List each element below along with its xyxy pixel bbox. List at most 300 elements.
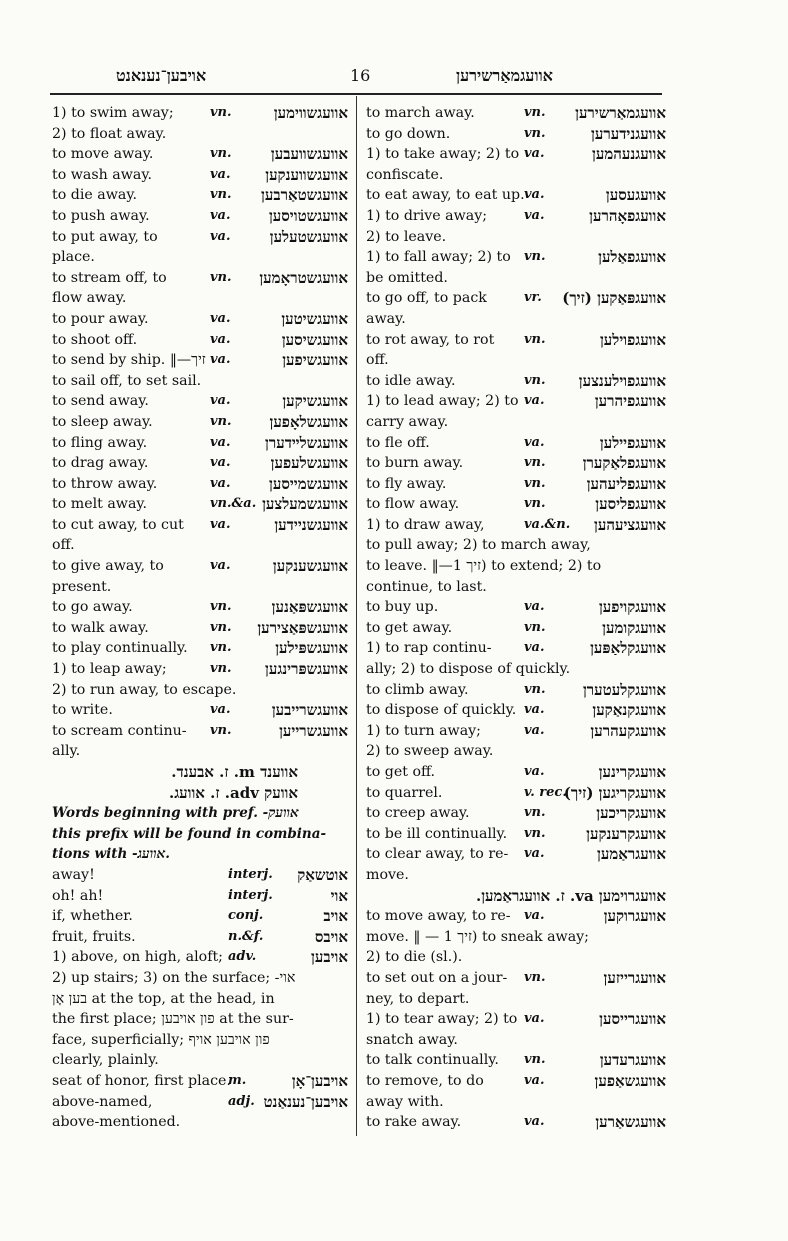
entry-english: to clear away, to re- — [366, 846, 509, 863]
entry-line — [52, 618, 348, 639]
entry-part-of-speech: va. — [210, 310, 231, 326]
entry-line — [52, 124, 348, 145]
entry-english: 2) to float away. — [52, 125, 167, 142]
right-column — [366, 103, 666, 1133]
entry-english: to climb away. — [366, 681, 469, 698]
entry-part-of-speech: vn. — [524, 969, 546, 985]
entry-english: to push away. — [52, 207, 150, 224]
entry-line — [366, 124, 666, 145]
usage-note-line — [52, 824, 348, 845]
entry-part-of-speech: vn. — [210, 619, 232, 635]
entry-english: to melt away. — [52, 496, 148, 513]
usage-note-line — [52, 844, 348, 865]
entry-line — [366, 453, 666, 474]
entry-part-of-speech: va. — [210, 393, 231, 409]
entry-yiddish-headword: אוועגשאַרען — [595, 1113, 666, 1132]
entry-line — [52, 330, 348, 351]
entry-yiddish-headword: אוועגשיסען — [281, 330, 348, 349]
entry-yiddish-headword: אוועגשלײדערן — [265, 433, 348, 452]
entry-english: to drag away. — [52, 455, 149, 472]
entry-english: to stream off, to — [52, 269, 167, 286]
entry-yiddish-headword: אוועגשלעפען — [270, 454, 348, 473]
entry-line — [366, 227, 666, 248]
entry-english: to shoot off. — [52, 331, 138, 348]
entry-part-of-speech: vn. — [524, 825, 546, 841]
entry-yiddish-headword: אוועגפלאַקערן — [582, 454, 666, 473]
entry-line — [52, 247, 348, 268]
entry-yiddish-headword: אוועגשטויסען — [268, 206, 348, 225]
entry-line — [52, 453, 348, 474]
entry-english: to play continually. — [52, 640, 188, 657]
entry-line — [366, 700, 666, 721]
entry-yiddish-headword: אוועגשרייבען — [271, 701, 348, 720]
header-left-word: אויבען־נענאנט — [116, 66, 207, 85]
entry-yiddish-headword: אוועגרעדען — [599, 1051, 666, 1070]
entry-yiddish-headword: אוועגשווימען — [273, 104, 348, 122]
entry-line — [366, 947, 666, 968]
entry-english: to move away. — [52, 146, 154, 163]
entry-yiddish-headword: אוועגשמעלצען — [262, 495, 348, 514]
entry-english: confiscate. — [366, 166, 444, 183]
left-column — [52, 103, 348, 1133]
entry-english: to remove, to do — [366, 1072, 484, 1089]
entry-english: move. — [366, 866, 409, 883]
entry-part-of-speech: va. — [524, 722, 545, 738]
entry-line — [366, 1009, 666, 1030]
entry-english: to die away. — [52, 187, 137, 204]
entry-english: off. — [366, 352, 389, 369]
entry-line — [366, 618, 666, 639]
entry-english: to creep away. — [366, 805, 470, 822]
running-header — [50, 66, 662, 88]
entry-english: 1) to draw away, — [366, 516, 485, 533]
entry-part-of-speech: adv. — [228, 949, 257, 965]
entry-line — [366, 350, 666, 371]
entry-yiddish-headword: אוועגשפּאַצירען — [257, 618, 348, 637]
entry-yiddish-headword: אוועגרייסען — [599, 1010, 666, 1029]
entry-line — [52, 989, 348, 1010]
entry-part-of-speech: va. — [524, 434, 545, 450]
entry-line — [52, 185, 348, 206]
entry-yiddish-headword: אוועגשטראָמען — [259, 268, 348, 287]
entry-line — [52, 886, 348, 907]
entry-yiddish-headword: אוועגציעהען — [594, 515, 666, 534]
entry-line — [52, 494, 348, 515]
entry-part-of-speech: va. — [210, 702, 231, 718]
entry-line — [366, 1050, 666, 1071]
entry-english: to pull away; 2) to march away, — [366, 537, 591, 554]
entry-line — [366, 886, 666, 907]
entry-yiddish-headword: אוועגקומען — [602, 618, 666, 637]
entry-line — [366, 371, 666, 392]
entry-english: 1) above, on high, aloft; — [52, 949, 223, 966]
entry-english: place. — [52, 249, 95, 266]
entry-english: to wash away. — [52, 166, 152, 183]
entry-part-of-speech: vn. — [210, 105, 232, 120]
entry-part-of-speech: vr. — [524, 290, 542, 306]
entry-part-of-speech: va. — [210, 475, 231, 491]
usage-note-text: Words beginning with pref. -אוועק — [52, 805, 299, 822]
entry-line — [52, 577, 348, 598]
entry-line — [366, 288, 666, 309]
entry-english: to fling away. — [52, 434, 148, 451]
entry-yiddish-headword: אוועגפאַלען — [598, 248, 666, 267]
entry-line — [366, 659, 666, 680]
entry-part-of-speech: vn. — [524, 455, 546, 471]
entry-english: 1) to drive away; — [366, 207, 488, 224]
entry-yiddish-headword: אוועגשיפען — [282, 351, 348, 370]
entry-english: to set out on a jour- — [366, 969, 508, 986]
entry-line — [366, 391, 666, 412]
entry-english: away. — [366, 310, 406, 327]
entry-yiddish-headword: אוועגקויפען — [598, 598, 666, 617]
entry-yiddish-headword: אוועגרוימען va. ז. אוועגראַמען. — [476, 886, 666, 905]
entry-english: to leave. ‖—זיך 1) to extend; 2) to — [366, 558, 602, 575]
entry-english: 2) to sweep away. — [366, 743, 494, 760]
entry-yiddish-headword: אוי — [330, 886, 348, 905]
entry-line — [52, 906, 348, 927]
column-divider — [356, 96, 357, 1136]
entry-part-of-speech: va. — [524, 146, 545, 162]
entry-yiddish-headword: אוועגקעהרען — [590, 721, 666, 740]
entry-line — [52, 474, 348, 495]
entry-english: to burn away. — [366, 455, 464, 472]
entry-english: fruit, fruits. — [52, 928, 136, 945]
entry-english: 1) to leap away; — [52, 661, 167, 678]
entry-line — [52, 947, 348, 968]
entry-part-of-speech: va. — [210, 455, 231, 471]
entry-part-of-speech: va. — [210, 228, 231, 244]
entry-line — [366, 680, 666, 701]
entry-line — [52, 165, 348, 186]
entry-part-of-speech: va. — [524, 599, 545, 615]
entry-part-of-speech: v. rec. — [524, 784, 567, 800]
entry-english: to cut away, to cut — [52, 516, 184, 533]
entry-line — [366, 844, 666, 865]
entry-part-of-speech: vn. — [210, 146, 232, 162]
entry-english: to go off, to pack — [366, 290, 487, 307]
entry-part-of-speech: vn. — [524, 331, 546, 347]
entry-line — [52, 927, 348, 948]
entry-part-of-speech: va. — [524, 640, 545, 656]
entry-part-of-speech: va. — [210, 434, 231, 450]
entry-line — [366, 1071, 666, 1092]
entry-line — [366, 1030, 666, 1051]
entry-line — [366, 330, 666, 351]
entry-part-of-speech: va. — [210, 516, 231, 532]
entry-line — [52, 968, 348, 989]
entry-english: to fly away. — [366, 475, 447, 492]
entry-line — [366, 206, 666, 227]
entry-english: to be ill continually. — [366, 825, 508, 842]
entry-yiddish-headword: אוועגקריכען — [596, 804, 666, 823]
entry-part-of-speech: va.&n. — [524, 516, 571, 532]
entry-yiddish-headword: אוועגשניידען — [274, 515, 348, 534]
entry-line — [52, 309, 348, 330]
entry-english: above-named, — [52, 1093, 153, 1110]
entry-line — [52, 206, 348, 227]
entry-english: to give away, to — [52, 558, 164, 575]
entry-line — [366, 1112, 666, 1133]
entry-part-of-speech: vn. — [524, 105, 546, 120]
entry-english: to write. — [52, 702, 113, 719]
entry-part-of-speech: vn. — [210, 722, 232, 738]
entry-yiddish-headword: אויבען — [311, 948, 348, 967]
entry-yiddish-headword: אויבען־נענאַנט — [263, 1092, 348, 1111]
entry-yiddish-headword: אוועגקלעטערן — [582, 680, 666, 699]
entry-line — [52, 433, 348, 454]
entry-english: to send away. — [52, 393, 149, 410]
entry-line — [366, 144, 666, 165]
entry-english: carry away. — [366, 413, 449, 430]
entry-line — [366, 783, 666, 804]
entry-line — [52, 1050, 348, 1071]
entry-english: if, whether. — [52, 908, 133, 925]
entry-yiddish-headword: אוועגפיילען — [599, 433, 666, 452]
entry-english: to march away. — [366, 105, 475, 121]
entry-line — [52, 865, 348, 886]
entry-part-of-speech: vn. — [524, 681, 546, 697]
entry-english: to move away, to re- — [366, 908, 511, 925]
usage-note-line — [52, 803, 348, 824]
entry-english: to throw away. — [52, 475, 158, 492]
entry-part-of-speech: interj. — [228, 887, 273, 903]
entry-line — [366, 165, 666, 186]
entry-line — [52, 515, 348, 536]
entry-english: 2) to run away, to escape. — [52, 681, 237, 698]
entry-yiddish-headword: אוועגרוקען — [603, 907, 666, 926]
entry-line — [52, 103, 348, 124]
entry-yiddish-headword: אוועגקרענקען — [586, 824, 666, 843]
entry-yiddish-headword: אוועגשיקען — [282, 392, 348, 411]
entry-part-of-speech: vn. — [210, 661, 232, 677]
entry-english: to quarrel. — [366, 784, 443, 801]
entry-english: above-mentioned. — [52, 1114, 181, 1131]
entry-english: continue, to last. — [366, 578, 487, 595]
entry-line — [52, 371, 348, 392]
entry-line — [52, 700, 348, 721]
entry-line — [366, 638, 666, 659]
entry-part-of-speech: va. — [524, 846, 545, 862]
entry-line — [366, 989, 666, 1010]
entry-line — [366, 803, 666, 824]
entry-yiddish-headword: אוועגקלאַפּען — [590, 639, 666, 658]
entry-english: be omitted. — [366, 269, 448, 286]
entry-part-of-speech: n.&f. — [228, 928, 264, 944]
entry-english: to buy up. — [366, 599, 439, 616]
entry-line — [52, 680, 348, 701]
entry-english: to sleep away. — [52, 413, 153, 430]
entry-english: face, superficially; פון אויבען אויף — [52, 1031, 270, 1048]
entry-line — [366, 762, 666, 783]
entry-line — [366, 535, 666, 556]
entry-part-of-speech: vn. — [210, 187, 232, 203]
entry-english: to rot away, to rot — [366, 331, 495, 348]
entry-part-of-speech: vn. — [524, 496, 546, 512]
entry-line — [52, 288, 348, 309]
entry-part-of-speech: vn. — [524, 249, 546, 265]
entry-line — [366, 865, 666, 886]
entry-line — [366, 721, 666, 742]
entry-english: 1) to take away; 2) to — [366, 146, 520, 163]
entry-line — [52, 741, 348, 762]
entry-part-of-speech: vn. — [524, 372, 546, 388]
entry-part-of-speech: va. — [524, 1011, 545, 1027]
entry-part-of-speech: vn.&a. — [210, 496, 257, 512]
entry-part-of-speech: va. — [210, 166, 231, 182]
entry-line — [52, 1112, 348, 1133]
entry-line — [52, 391, 348, 412]
entry-english: 2) up stairs; 3) on the surface; -אוי — [52, 969, 296, 986]
entry-part-of-speech: vn. — [210, 413, 232, 429]
entry-yiddish-headword: אוועגמאַרשירען — [575, 104, 666, 122]
entry-yiddish-headword: אוועגשאַפען — [594, 1071, 666, 1090]
entry-english: snatch away. — [366, 1031, 458, 1048]
entry-line — [52, 535, 348, 556]
entry-english: to dispose of quickly. — [366, 702, 517, 719]
entry-line — [52, 144, 348, 165]
entry-part-of-speech: va. — [210, 558, 231, 574]
entry-line — [366, 927, 666, 948]
entry-line — [366, 515, 666, 536]
entry-yiddish-headword: אוועגנידערען — [591, 124, 666, 143]
entry-part-of-speech: vn. — [524, 1052, 546, 1068]
entry-english: to talk continually. — [366, 1052, 499, 1069]
entry-line — [366, 268, 666, 289]
entry-yiddish-headword: אוועגפוילען — [599, 330, 666, 349]
cross-reference-text: אוועק adv. ז. אוועג. — [168, 783, 298, 802]
page-number: 16 — [350, 66, 371, 85]
entry-english: to get away. — [366, 619, 453, 636]
entry-english: to send by ship. ‖—זיך — [52, 352, 206, 369]
entry-line — [366, 906, 666, 927]
entry-yiddish-headword: אוועגקרינען — [598, 763, 666, 781]
entry-part-of-speech: vn. — [210, 269, 232, 285]
entry-part-of-speech: va. — [210, 331, 231, 347]
entry-english: to sail off, to set sail. — [52, 372, 202, 389]
entry-english: present. — [52, 578, 112, 595]
entry-english: 1) to rap continu- — [366, 640, 492, 657]
entry-line — [52, 721, 348, 742]
entry-line — [52, 638, 348, 659]
entry-part-of-speech: m. — [228, 1072, 247, 1088]
entry-line — [52, 556, 348, 577]
entry-english: to rake away. — [366, 1114, 462, 1131]
entry-part-of-speech: conj. — [228, 908, 264, 924]
entry-part-of-speech: va. — [524, 187, 545, 203]
entry-yiddish-headword: אוטשאַק — [297, 865, 348, 884]
entry-english: off. — [52, 537, 75, 554]
entry-line — [52, 227, 348, 248]
entry-english: move. ‖ — זיך 1) to sneak away; — [366, 928, 589, 945]
entry-line — [52, 350, 348, 371]
entry-yiddish-headword: אוועגפיהרען — [594, 392, 666, 411]
entry-line — [366, 824, 666, 845]
entry-english: clearly, plainly. — [52, 1052, 159, 1069]
entry-yiddish-headword: אוועגפּאַקען (זיך) — [562, 289, 666, 308]
entry-line — [52, 597, 348, 618]
header-rule — [50, 93, 662, 95]
entry-yiddish-headword: אוועגשפּרינגען — [265, 660, 348, 679]
entry-line — [366, 185, 666, 206]
entry-line — [52, 1092, 348, 1113]
entry-line — [366, 597, 666, 618]
entry-yiddish-headword: אוועגשטאַרבען — [261, 186, 348, 205]
entry-line — [366, 412, 666, 433]
entry-yiddish-headword: אויבען־אָן — [291, 1071, 348, 1090]
entry-yiddish-headword: אוועגרייזען — [603, 968, 666, 987]
entry-yiddish-headword: אוועגקנאַקען — [592, 701, 666, 720]
entry-yiddish-headword: אוועגקריגען (זיך) — [563, 783, 666, 802]
entry-english: to idle away. — [366, 372, 456, 389]
entry-english: to fle off. — [366, 434, 430, 451]
entry-yiddish-headword: אויב — [323, 907, 348, 926]
entry-part-of-speech: vn. — [524, 475, 546, 491]
entry-yiddish-headword: אוועגפוילענצען — [578, 371, 666, 390]
entry-english: 1) to swim away; — [52, 105, 174, 121]
entry-part-of-speech: va. — [524, 764, 545, 779]
entry-line — [366, 741, 666, 762]
entry-english: 1) to lead away; 2) to — [366, 393, 519, 410]
entry-english: flow away. — [52, 290, 127, 307]
entry-english: 2) to die (sl.). — [366, 949, 463, 966]
entry-english: to flow away. — [366, 496, 460, 513]
entry-yiddish-headword: אוועגשוועבען — [270, 145, 348, 164]
entry-english: ally. — [52, 743, 81, 760]
entry-english: away! — [52, 866, 95, 883]
entry-yiddish-headword: אוועגנעהמען — [592, 145, 666, 164]
entry-part-of-speech: va. — [524, 1114, 545, 1130]
entry-part-of-speech: adj. — [228, 1093, 255, 1109]
cross-reference-text: אווענד m. ז. אבענד. — [171, 763, 298, 781]
entry-yiddish-headword: אוועגשווענקען — [265, 165, 348, 184]
entry-english: to go down. — [366, 125, 451, 142]
entry-line — [52, 659, 348, 680]
entry-yiddish-headword: אוועגשלאָפען — [269, 412, 348, 431]
entry-english: to get off. — [366, 764, 436, 780]
usage-note-text: tions with -אוועג. — [52, 846, 170, 863]
entry-line — [366, 433, 666, 454]
entry-english: to put away, to — [52, 228, 158, 245]
entry-yiddish-headword: אוועגשענקען — [272, 557, 348, 576]
entry-english: away with. — [366, 1093, 444, 1110]
entry-line — [366, 474, 666, 495]
header-right-word: אוועגמאַרשירען — [456, 66, 553, 85]
entry-yiddish-headword: אוועגעסען — [605, 186, 666, 205]
entry-part-of-speech: interj. — [228, 866, 273, 882]
entry-part-of-speech: va. — [210, 352, 231, 368]
entry-part-of-speech: va. — [524, 702, 545, 718]
entry-english: ney, to depart. — [366, 990, 470, 1007]
entry-line — [366, 1092, 666, 1113]
entry-line — [366, 247, 666, 268]
entry-line — [52, 1071, 348, 1092]
entry-part-of-speech: vn. — [524, 805, 546, 821]
entry-english: 2) to leave. — [366, 228, 447, 245]
entry-part-of-speech: vn. — [210, 599, 232, 615]
usage-note-text: this prefix will be found in combina- — [52, 825, 327, 842]
entry-yiddish-headword: אוועגפליעהען — [586, 474, 666, 493]
entry-english: 1) to fall away; 2) to — [366, 249, 511, 266]
entry-line — [52, 268, 348, 289]
entry-line — [366, 577, 666, 598]
entry-line — [52, 1030, 348, 1051]
entry-english: to eat away, to eat up. — [366, 187, 525, 204]
entry-english: to scream continu- — [52, 722, 187, 739]
entry-line — [366, 494, 666, 515]
entry-part-of-speech: va. — [524, 908, 545, 924]
cross-reference-line — [52, 762, 348, 783]
